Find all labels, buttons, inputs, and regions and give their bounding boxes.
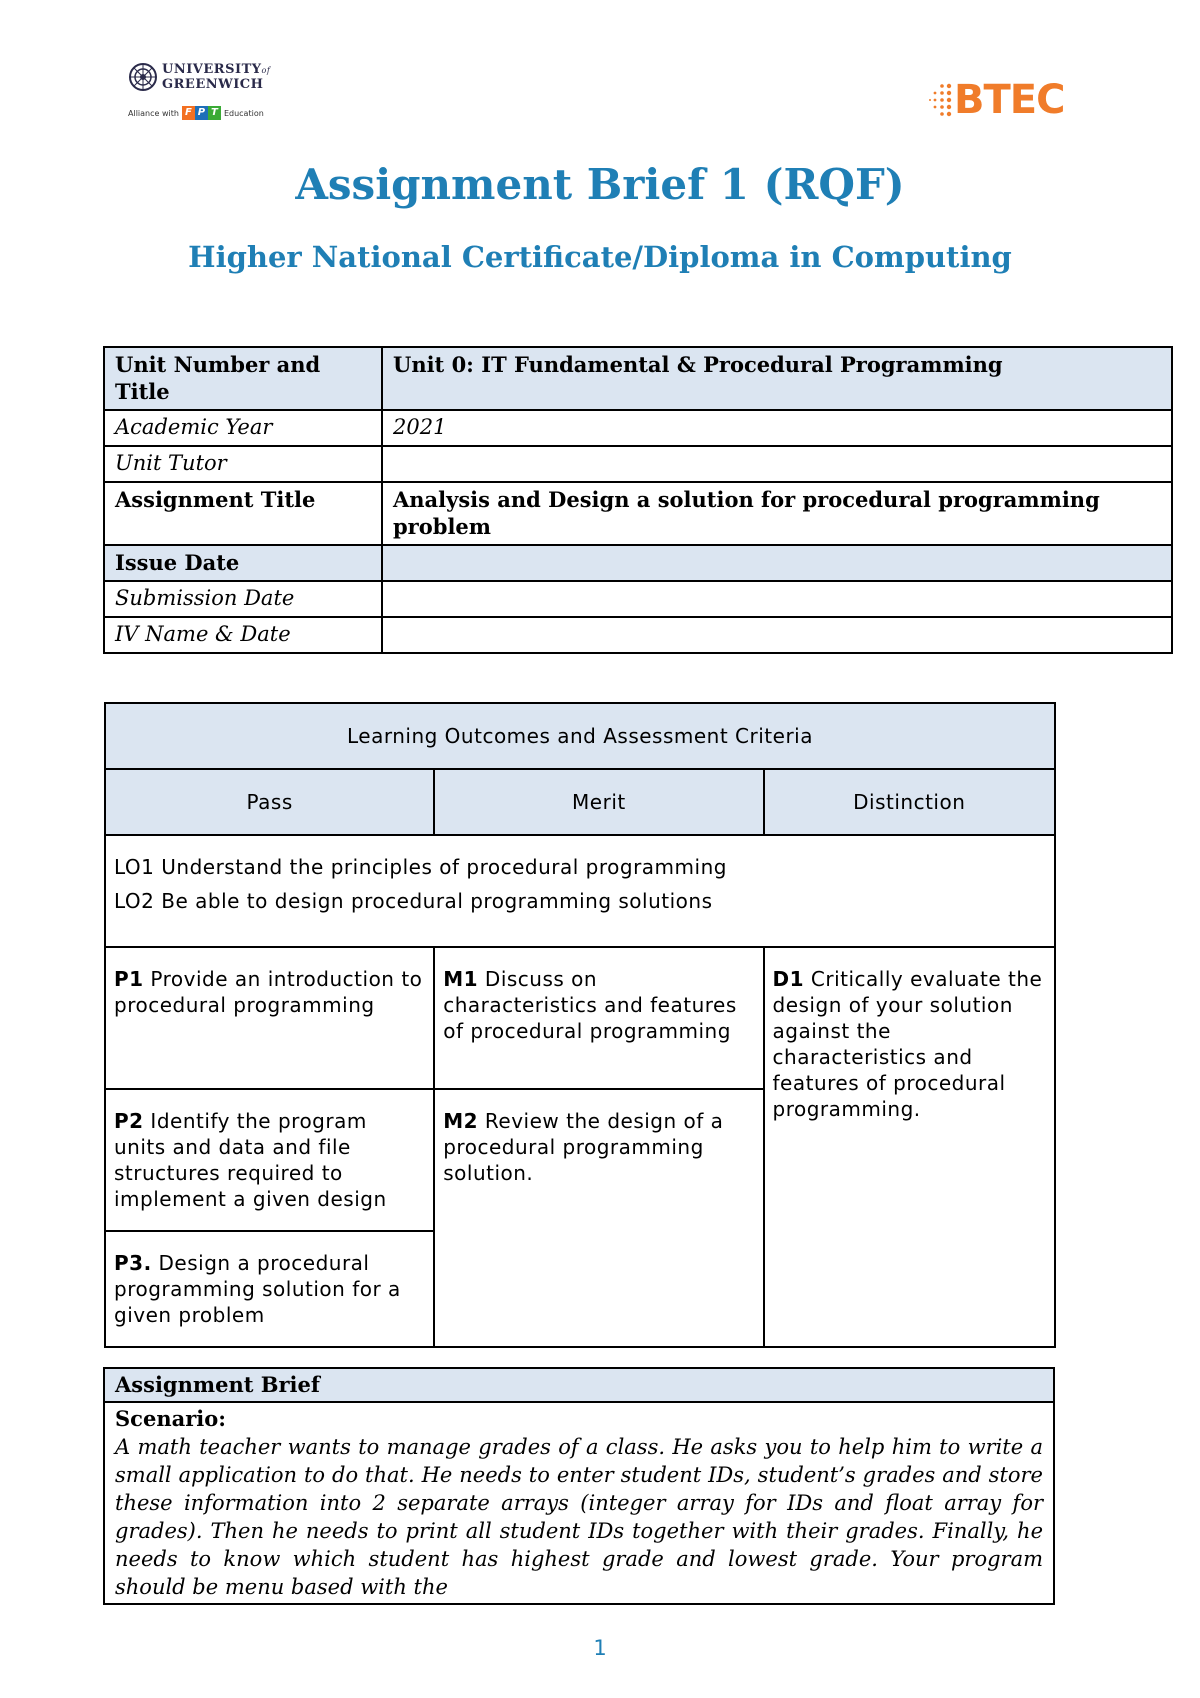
table-row <box>104 617 1172 653</box>
table-row <box>105 703 1055 769</box>
table-row <box>104 446 1172 482</box>
criterion-code: M1 <box>443 967 479 991</box>
unit-info-table <box>103 346 1173 654</box>
page-subtitle: Higher National Certificate/Diploma in Computing <box>188 240 1012 274</box>
unit-tutor-value <box>382 446 1172 482</box>
unit-tutor-label: Unit Tutor <box>104 446 382 482</box>
criterion-m2 <box>434 1089 763 1347</box>
submission-date-label: Submission Date <box>104 581 382 617</box>
assignment-title-value: Analysis and Design a solution for procedural programming problem <box>382 482 1172 545</box>
table-row <box>105 947 1055 1089</box>
outcomes-cell <box>105 835 1055 947</box>
table-row <box>104 482 1172 545</box>
table-row <box>104 581 1172 617</box>
university-crest-icon <box>128 62 158 92</box>
table-row <box>104 1402 1054 1604</box>
academic-year-value: 2021 <box>382 410 1172 446</box>
btec-dots-icon <box>928 80 954 120</box>
criterion-code: M2 <box>443 1109 479 1133</box>
criterion-text: Discuss on characteristics and features of procedural programming <box>443 967 737 1043</box>
fpt-logo: F P T <box>182 106 221 120</box>
criterion-m1 <box>434 947 763 1089</box>
university-logo <box>128 62 278 132</box>
iv-name-date-value <box>382 617 1172 653</box>
criterion-p3 <box>105 1231 434 1347</box>
page-title: Assignment Brief 1 (RQF) <box>295 160 905 209</box>
table-row <box>104 347 1172 410</box>
issue-date-value <box>382 545 1172 581</box>
criterion-p2 <box>105 1089 434 1231</box>
unit-number-value: Unit 0: IT Fundamental & Procedural Programming <box>382 347 1172 410</box>
assignment-brief-table <box>103 1367 1055 1605</box>
table-row <box>104 410 1172 446</box>
outcome-lo1: LO1 Understand the principles of procedural programming <box>114 855 727 879</box>
criterion-p1 <box>105 947 434 1089</box>
criterion-text: Critically evaluate the design of your solution against the characteristics and features of procedural programming. <box>772 967 1043 1121</box>
criterion-code: P2 <box>114 1109 144 1133</box>
academic-year-label: Academic Year <box>104 410 382 446</box>
criterion-code: P1 <box>114 967 144 991</box>
submission-date-value <box>382 581 1172 617</box>
issue-date-label: Issue Date <box>104 545 382 581</box>
outcome-lo2: LO2 Be able to design procedural programming solutions <box>114 889 713 913</box>
scenario-label: Scenario: <box>115 1406 226 1431</box>
btec-logo <box>928 77 1065 123</box>
column-pass: Pass <box>105 769 434 835</box>
learning-outcomes-table <box>104 702 1056 1348</box>
table-row <box>105 769 1055 835</box>
page-number: 1 <box>593 1636 607 1660</box>
table-row <box>104 1368 1054 1402</box>
criteria-heading: Learning Outcomes and Assessment Criteria <box>105 703 1055 769</box>
table-row <box>104 545 1172 581</box>
criterion-code: D1 <box>772 967 805 991</box>
table-row <box>105 835 1055 947</box>
criterion-text: Identify the program units and data and file structures required to implement a given design <box>114 1109 387 1211</box>
brief-heading: Assignment Brief <box>104 1368 1054 1402</box>
unit-number-label: Unit Number and Title <box>104 347 382 410</box>
university-name: UNIVERSITYof GREENWICH <box>162 61 271 92</box>
column-merit: Merit <box>434 769 763 835</box>
criterion-text: Review the design of a procedural programming solution. <box>443 1109 724 1185</box>
criterion-text: Design a procedural programming solution for a given problem <box>114 1251 401 1327</box>
btec-wordmark: BTEC <box>954 77 1065 123</box>
criterion-d1 <box>764 947 1055 1347</box>
criterion-code: P3. <box>114 1251 152 1275</box>
criterion-text: Provide an introduction to procedural programming <box>114 967 423 1017</box>
column-distinction: Distinction <box>764 769 1055 835</box>
iv-name-date-label: IV Name & Date <box>104 617 382 653</box>
scenario-cell <box>104 1402 1054 1604</box>
alliance-line: Alliance with F P T Education <box>128 107 264 118</box>
assignment-title-label: Assignment Title <box>104 482 382 545</box>
scenario-text: A math teacher wants to manage grades of a class. He asks you to help him to write a small application to do that. He needs to enter student IDs, student’s grades and store these information into 2 separate arrays (integer array for IDs and float array for grades). Then he needs to print all student IDs together with their grades. Finally, he needs to know which student has highest grade and lowest grade. Your program should be menu based with the <box>115 1435 1043 1599</box>
